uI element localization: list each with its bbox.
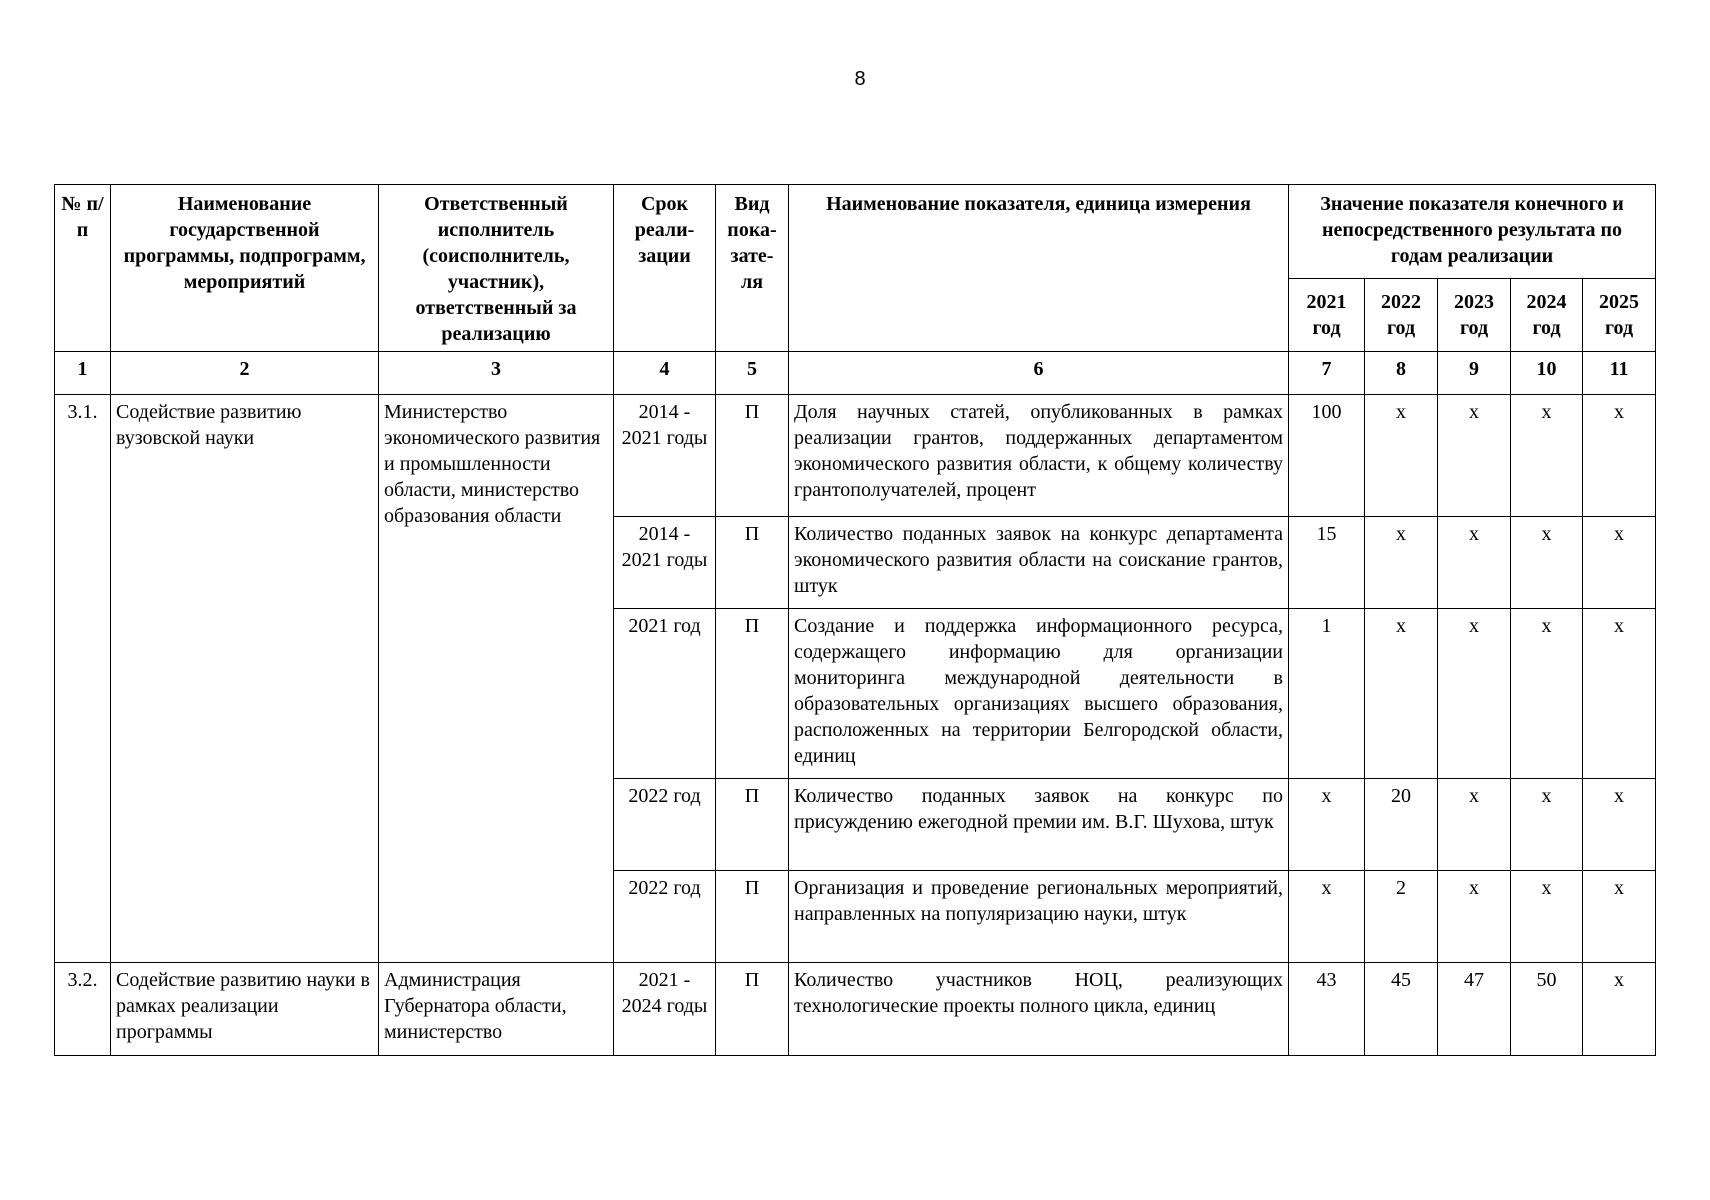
value-cell: х bbox=[1583, 871, 1656, 963]
header-col-indicator: Наименование показателя, единица измерения bbox=[789, 185, 1289, 352]
section-name: Содействие развитию вузовской науки bbox=[111, 395, 379, 963]
column-number: 8 bbox=[1365, 352, 1438, 395]
indicators-table bbox=[54, 184, 1656, 1056]
value-cell: х bbox=[1365, 517, 1438, 609]
row-type: П bbox=[716, 871, 789, 963]
column-numbers-row bbox=[55, 352, 1656, 395]
header-col-name: Наименование государственной программы, подпрограмм, мероприятий bbox=[111, 185, 379, 352]
table-row bbox=[55, 963, 1656, 1056]
row-indicator: Организация и проведение региональных мероприятий, направленных на популяризацию науки, штук bbox=[789, 871, 1289, 963]
value-cell: х bbox=[1365, 395, 1438, 517]
header-col-executor: Ответственный исполнитель (соисполнитель, участник), ответственный за реализацию bbox=[379, 185, 614, 352]
section-number: 3.1. bbox=[55, 395, 111, 963]
column-number: 9 bbox=[1438, 352, 1511, 395]
header-year: 2024 год bbox=[1511, 279, 1583, 352]
value-cell: х bbox=[1438, 609, 1511, 779]
section-executor: Министерство экономического развития и промышленности области, министерство образования области bbox=[379, 395, 614, 963]
section-name: Содействие развитию науки в рамках реализации программы bbox=[111, 963, 379, 1056]
column-number: 11 bbox=[1583, 352, 1656, 395]
value-cell: х bbox=[1365, 609, 1438, 779]
column-number: 7 bbox=[1289, 352, 1365, 395]
section-executor: Администрация Губернатора области, министерство bbox=[379, 963, 614, 1056]
value-cell: х bbox=[1511, 871, 1583, 963]
value-cell: х bbox=[1289, 871, 1365, 963]
row-type: П bbox=[716, 609, 789, 779]
row-term: 2021 год bbox=[614, 609, 716, 779]
value-cell: 43 bbox=[1289, 963, 1365, 1056]
row-indicator: Количество поданных заявок на конкурс по присуждению ежегодной премии им. В.Г. Шухова, штук bbox=[789, 779, 1289, 871]
page-number: 8 bbox=[854, 68, 866, 90]
header-year: 2022 год bbox=[1365, 279, 1438, 352]
header-col-term: Срок реали-зации bbox=[614, 185, 716, 352]
value-cell: х bbox=[1583, 395, 1656, 517]
table-row bbox=[55, 395, 1656, 517]
header-col-values: Значение показателя конечного и непосредственного результата по годам реализации bbox=[1289, 185, 1656, 279]
column-number: 6 bbox=[789, 352, 1289, 395]
section-number: 3.2. bbox=[55, 963, 111, 1056]
header-year: 2023 год bbox=[1438, 279, 1511, 352]
value-cell: 45 bbox=[1365, 963, 1438, 1056]
row-indicator: Доля научных статей, опубликованных в рамках реализации грантов, поддержанных департаментом экономического развития области, к общему количеству грантополучателей, процент bbox=[789, 395, 1289, 517]
row-type: П bbox=[716, 779, 789, 871]
row-indicator: Количество поданных заявок на конкурс департамента экономического развития области на соискание грантов, штук bbox=[789, 517, 1289, 609]
value-cell: 1 bbox=[1289, 609, 1365, 779]
value-cell: х bbox=[1583, 963, 1656, 1056]
row-term: 2014 - 2021 годы bbox=[614, 395, 716, 517]
column-number: 10 bbox=[1511, 352, 1583, 395]
column-number: 4 bbox=[614, 352, 716, 395]
value-cell: х bbox=[1438, 871, 1511, 963]
value-cell: х bbox=[1438, 395, 1511, 517]
value-cell: 100 bbox=[1289, 395, 1365, 517]
header-year: 2025 год bbox=[1583, 279, 1656, 352]
value-cell: 20 bbox=[1365, 779, 1438, 871]
column-number: 1 bbox=[55, 352, 111, 395]
row-type: П bbox=[716, 517, 789, 609]
value-cell: х bbox=[1511, 395, 1583, 517]
column-number: 5 bbox=[716, 352, 789, 395]
value-cell: 15 bbox=[1289, 517, 1365, 609]
value-cell: х bbox=[1583, 609, 1656, 779]
header-col-type: Вид пока-зате-ля bbox=[716, 185, 789, 352]
row-type: П bbox=[716, 963, 789, 1056]
row-term: 2014 - 2021 годы bbox=[614, 517, 716, 609]
value-cell: 2 bbox=[1365, 871, 1438, 963]
value-cell: х bbox=[1511, 609, 1583, 779]
value-cell: х bbox=[1511, 779, 1583, 871]
header-col-num: № п/п bbox=[55, 185, 111, 352]
header-year: 2021 год bbox=[1289, 279, 1365, 352]
value-cell: х bbox=[1583, 779, 1656, 871]
row-term: 2021 - 2024 годы bbox=[614, 963, 716, 1056]
value-cell: х bbox=[1438, 517, 1511, 609]
row-term: 2022 год bbox=[614, 871, 716, 963]
value-cell: х bbox=[1511, 517, 1583, 609]
value-cell: 50 bbox=[1511, 963, 1583, 1056]
header-row bbox=[55, 185, 1656, 279]
column-number: 3 bbox=[379, 352, 614, 395]
row-indicator: Количество участников НОЦ, реализующих технологические проекты полного цикла, единиц bbox=[789, 963, 1289, 1056]
value-cell: х bbox=[1438, 779, 1511, 871]
value-cell: х bbox=[1289, 779, 1365, 871]
row-indicator: Создание и поддержка информационного ресурса, содержащего информацию для организации мониторинга международной деятельности в образовательных организациях высшего образования, расположенных на территории Белгородской области, единиц bbox=[789, 609, 1289, 779]
value-cell: х bbox=[1583, 517, 1656, 609]
row-term: 2022 год bbox=[614, 779, 716, 871]
column-number: 2 bbox=[111, 352, 379, 395]
value-cell: 47 bbox=[1438, 963, 1511, 1056]
row-type: П bbox=[716, 395, 789, 517]
